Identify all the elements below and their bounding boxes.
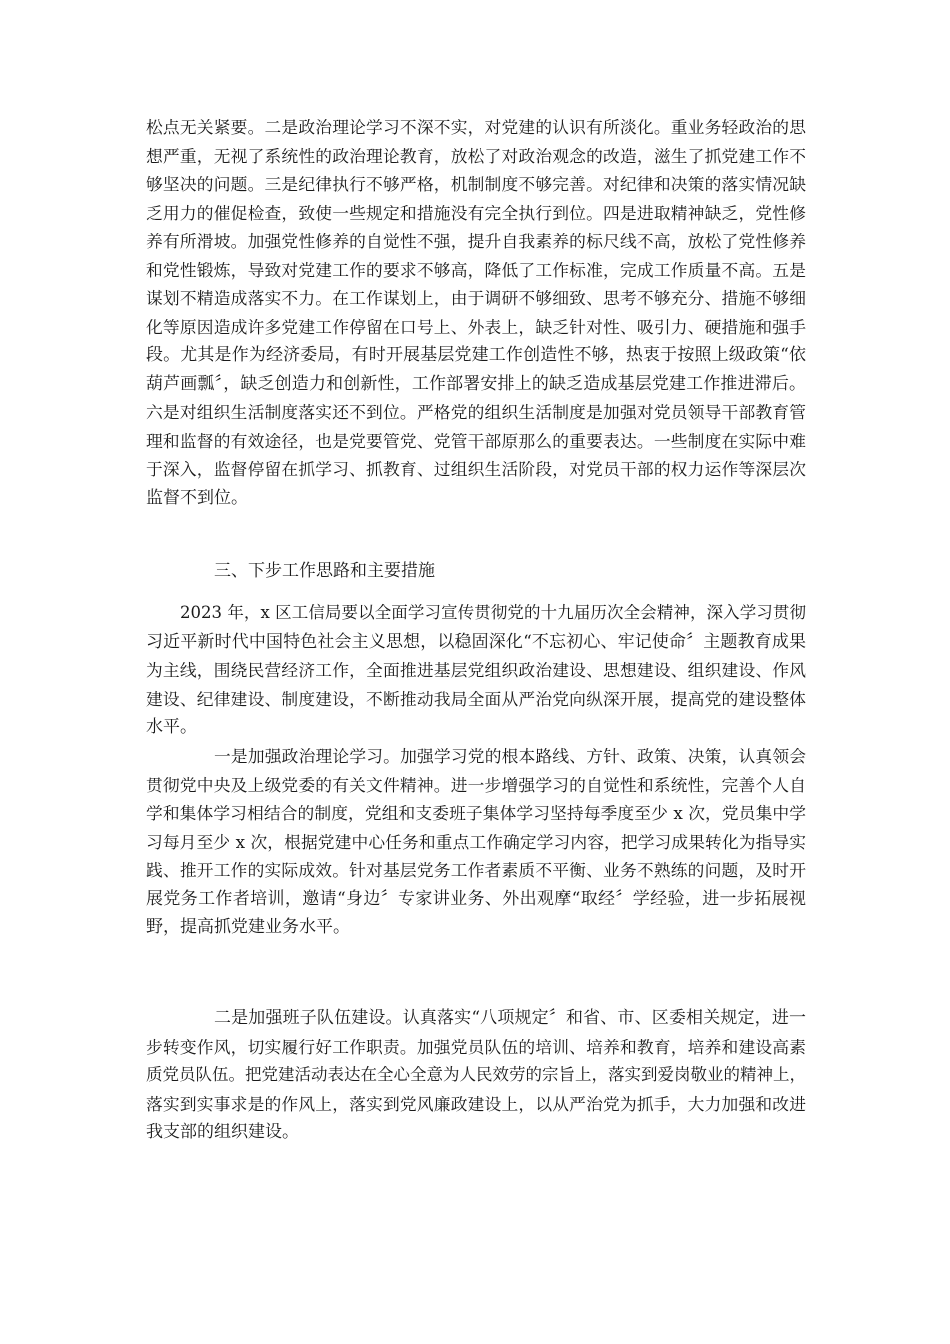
text-line: 和党性锻炼，导致对党建工作的要求不够高，降低了工作标准，完成工作质量不高。五是: [146, 259, 806, 280]
text-line: 2023 年，x 区工信局要以全面学习宣传贯彻党的十九届历次全会精神，深入学习贯彻: [180, 603, 806, 622]
paragraph-one: [146, 742, 806, 942]
text-line: 监督不到位。: [146, 487, 248, 508]
text-line: 谋划不精造成落实不力。在工作谋划上，由于调研不够细致、思考不够充分、措施不够细: [146, 288, 806, 308]
text-line: 养有所滑坡。加强党性修养的自觉性不强，提升自我素养的标尺线不高，放松了党性修养: [146, 231, 806, 251]
text-line: 学和集体学习相结合的制度，党组和支委班子集体学习坚持每季度至少 x 次，党员集中学: [146, 803, 806, 823]
text-line: 够坚决的问题。三是纪律执行不够严格，机制制度不够完善。对纪律和决策的落实情况缺: [146, 174, 806, 194]
paragraph-two: [146, 1004, 806, 1147]
text-line: 于深入，监督停留在抓学习、抓教育、过组织生活阶段，对党员干部的权力运作等深层次: [146, 459, 806, 479]
text-line: 我支部的组织建设。: [146, 1122, 299, 1142]
paragraph-intro: [146, 599, 806, 742]
text-line: 展党务工作者培训，邀请“身边〞专家讲业务、外出观摩“取经〞学经验，进一步拓展视: [146, 888, 806, 909]
section-heading: 三、下步工作思路和主要措施: [214, 561, 435, 581]
text-line: 习每月至少 x 次，根据党建中心任务和重点工作确定学习内容，把学习成果转化为指导实: [146, 831, 806, 852]
text-line: 质党员队伍。把党建活动表达在全心全意为人民效劳的宗旨上，落实到爱岗敬业的精神上，: [146, 1065, 806, 1084]
text-line: 建设、纪律建设、制度建设，不断推动我局全面从严治党向纵深开展，提高党的建设整体: [146, 688, 806, 709]
text-line: 段。尤其是作为经济委局，有时开展基层党建工作创造性不够，热衷于按照上级政策“依: [146, 345, 806, 365]
text-line: 落实到实事求是的作风上，落实到党风廉政建设上，以从严治党为抓手，大力加强和改进: [146, 1093, 806, 1114]
text-line: 践、推开工作的实际成效。针对基层党务工作者素质不平衡、业务不熟练的问题，及时开: [146, 860, 806, 880]
text-line: 葫芦画瓢〞，缺乏创造力和创新性，工作部署安排上的缺乏造成基层党建工作推进滞后。: [146, 373, 806, 394]
text-line: 习近平新时代中国特色社会主义思想，以稳固深化“不忘初心、牢记使命〞主题教育成果: [146, 631, 806, 652]
text-line: 二是加强班子队伍建设。认真落实“八项规定〞和省、市、区委相关规定，进一: [214, 1008, 806, 1028]
text-line: 野，提高抓党建业务水平。: [146, 917, 350, 937]
text-line: 理和监督的有效途径，也是党要管党、党管干部原那么的重要表达。一些制度在实际中难: [146, 430, 806, 451]
text-line: 一是加强政治理论学习。加强学习党的根本路线、方针、政策、决策，认真领会: [214, 746, 806, 766]
text-line: 六是对组织生活制度落实还不到位。严格党的组织生活制度是加强对党员领导干部教育管: [146, 402, 806, 422]
text-line: 松点无关紧要。二是政治理论学习不深不实，对党建的认识有所淡化。重业务轻政治的思: [146, 117, 806, 137]
text-line: 化等原因造成许多党建工作停留在口号上、外表上，缺乏针对性、吸引力、硬措施和强手: [146, 316, 806, 337]
text-line: 为主线，围绕民营经济工作，全面推进基层党组织政治建设、思想建设、组织建设、作风: [146, 660, 806, 680]
text-line: 贯彻党中央及上级党委的有关文件精神。进一步增强学习的自觉性和系统性，完善个人自: [146, 774, 806, 795]
text-line: 水平。: [146, 717, 197, 737]
text-line: 想严重，无视了系统性的政治理论教育，放松了对政治观念的改造，滋生了抓党建工作不: [146, 145, 806, 166]
paragraph-continued: [146, 113, 806, 512]
text-line: 步转变作风，切实履行好工作职责。加强党员队伍的培训、培养和教育，培养和建设高素: [146, 1036, 806, 1057]
text-line: 乏用力的催促检查，致使一些规定和措施没有完全执行到位。四是进取精神缺乏，党性修: [146, 202, 806, 223]
